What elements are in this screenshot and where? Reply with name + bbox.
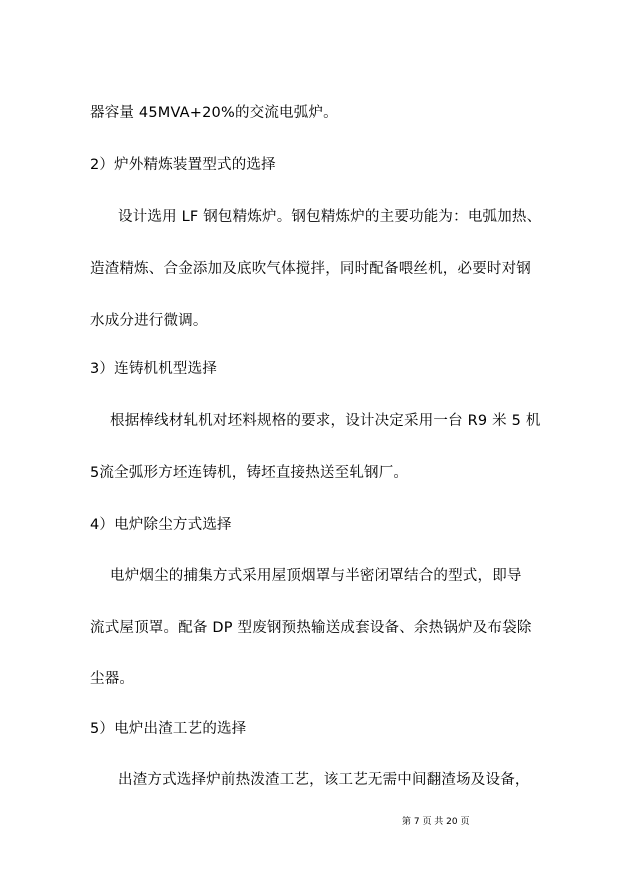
section-heading: 5）电炉出渣工艺的选择 xyxy=(90,721,247,737)
text-line: 设计选用 LF 钢包精炼炉。钢包精炼炉的主要功能为：电弧加热、 xyxy=(118,209,542,225)
section-heading: 4）电炉除尘方式选择 xyxy=(90,517,232,533)
text-line: 器容量 45MVA+20%的交流电弧炉。 xyxy=(90,105,338,121)
text-line: 5流全弧形方坯连铸机，铸坯直接热送至轧钢厂。 xyxy=(90,465,409,481)
section-heading: 2）炉外精炼装置型式的选择 xyxy=(90,157,276,173)
text-line: 根据棒线材轧机对坯料规格的要求，设计决定采用一台 R9 米 5 机 xyxy=(110,413,541,429)
text-line: 流式屋顶罩。配备 DP 型废钢预热输送成套设备、余热锅炉及布袋除 xyxy=(90,620,532,636)
text-line: 电炉烟尘的捕集方式采用屋顶烟罩与半密闭罩结合的型式，即导 xyxy=(110,568,522,584)
text-line: 造渣精炼、合金添加及底吹气体搅拌，同时配备喂丝机，必要时对钢 xyxy=(90,261,531,277)
text-line: 水成分进行微调。 xyxy=(90,313,208,329)
text-line: 尘器。 xyxy=(90,671,135,687)
section-heading: 3）连铸机机型选择 xyxy=(90,361,218,377)
page-number: 第 7 页 共 20 页 xyxy=(402,817,470,827)
text-line: 出渣方式选择炉前热泼渣工艺，该工艺无需中间翻渣场及设备， xyxy=(118,772,530,788)
